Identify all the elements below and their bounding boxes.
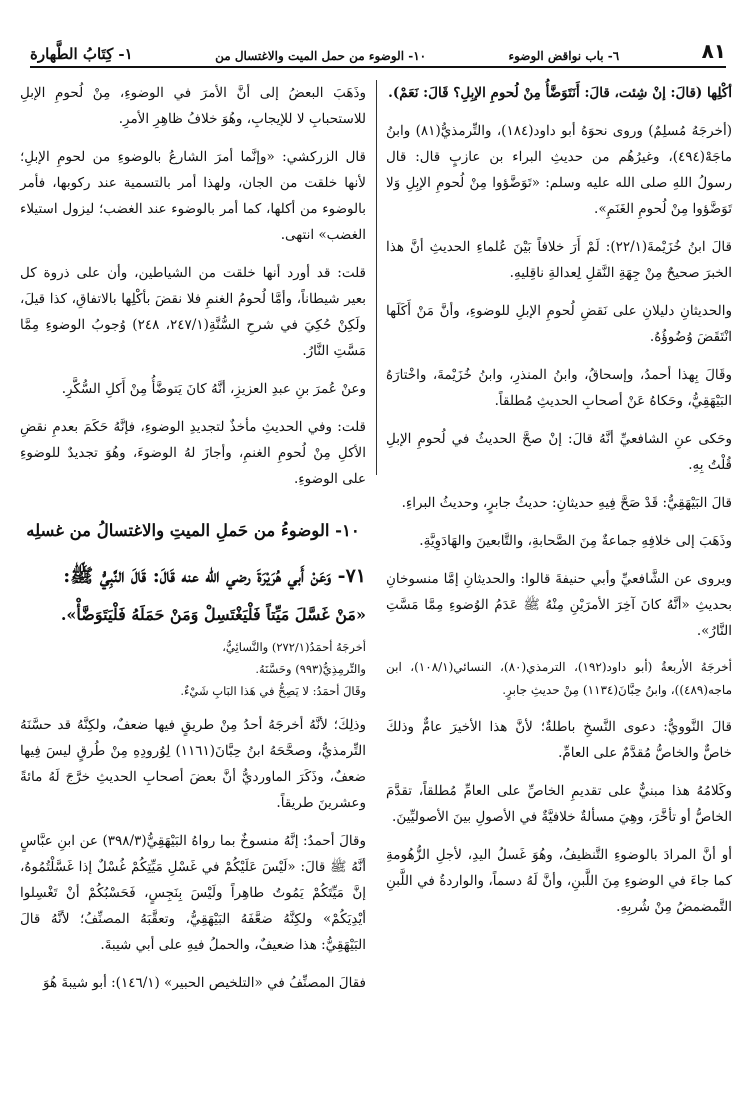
- header-section-title: ١٠- الوضوء من حمل الميت والاغتسال من: [215, 49, 427, 63]
- page-header: [30, 38, 726, 68]
- paragraph: وذلِكَ؛ لأنَّهُ أخرجَهُ أحدُ مِنْ طريقٍ فيها ضعفٌ، ولكِنَّهُ قد حسَّنَهُ التِّرمذيُّ، وصحَّحَهُ ابنُ حِبَّانَ(١١٦١) لِوُرودِهِ مِنْ طُرقٍ ليسَ فِيها ضعفٌ، وذَكَرَ الماورديُّ أنَّ بعضَ أصحابِ الحديثِ خرَّجَ لَهُ مائةً وعشرينَ طريقاً.: [20, 717, 366, 811]
- paragraph: وكَلامُهُ هذا مبنيٌّ على تقديمِ الخاصِّ على العامِّ مُطلقاً، تقدَّمَ الخاصُّ أو تأخَّرَ، وهِيَ مسألةٌ خلافيَّةٌ في الأصولِ بينَ الأصوليِّينَ.: [386, 783, 732, 825]
- paragraph: وحَكى عنِ الشافعيِّ أنَّهُ قالَ: إنْ صحَّ الحديثُ في لُحومِ الإبلِ قُلْتُ بِهِ.: [386, 431, 732, 473]
- paragraph: قالَ ابنُ خُزَيْمةَ(٢٢/١): لَمْ أَرَ خلافاً بَيْنَ عُلماءِ الحديثِ أنَّ هذا الخبرَ صحيحٌ مِنْ جِهَةِ النَّقلِ لِعدالةِ ناقِليهِ.: [386, 239, 732, 281]
- paragraph: وقالَ أحمدُ: إنَّهُ منسوخٌ بما رواهُ البَيْهَقِيُّ(٣٩٨/٣) عن ابنِ عبَّاسٍ أنَّهُ ﷺ قالَ: «لَيْسَ عَلَيْكُمْ في غَسْلِ مَيِّتِكُمْ غُسْلٌ إذا غَسَّلْتُمُوهُ، إنَّ مَيِّتَكُمْ يَمُوتُ طاهِراً ولَيْسَ بِنَجِسٍ، فَحَسْبُكُمْ أنْ تَغْسِلوا أيْدِيَكُمْ» ولكِنَّهُ ضعَّفَهُ البَيْهَقِيُّ، وتعقَّبَهُ المصنِّفُ؛ لأنَّهُ قالَ البَيْهَقِيُّ: هذا ضعيفٌ، والحملُ فيهِ على أبي شيبةَ.: [20, 833, 366, 953]
- section-title: ١٠- الوضوءُ من حَملِ الميتِ والاغتسالُ من غسلِه: [26, 521, 360, 540]
- paragraph: فقالَ المصنِّفُ في «التلخيص الحبير» (١٤٦/١): أبو شيبةَ هُوَ: [42, 975, 366, 991]
- paragraph: وعنْ عُمرَ بنِ عبدِ العزيزِ، أنَّهُ كانَ يَتوضَّأُ مِنْ أَكلِ السُّكَّرِ.: [61, 381, 366, 397]
- paragraph: ويروى عن الشَّافعيِّ وأبي حنيفةَ قالوا: والحديثانِ إمَّا منسوخانِ بحديثِ «أنَّهُ كانَ آخِرَ الأمرَيْنِ مِنْهُ ﷺ عَدَمُ الوُضوءِ مِمَّا مَسَّتِ النَّارُ».: [386, 571, 732, 639]
- paragraph: أخرجَهُ الأربعةُ (أبو داود(١٩٢)، الترمذي(٨٠)، النسائي(١٠٨/١)، ابن ماجه(٤٨٩))، وابنُ حِبَّانَ(١١٣٤) مِنْ حديثِ جابرٍ.: [386, 660, 732, 697]
- hadith-heading: ٧١- وَعَنْ أَبي هُرَيْرَةَ رضي الله عنه قَالَ: قَالَ النَّبِيُّ ﷺ:: [63, 565, 366, 587]
- header-book-title: ١- كِتَابُ الطَّهارة: [30, 45, 133, 63]
- paragraph: قلت: قد أورد أنها خلقت من الشياطين، وأن على ذروة كل بعير شيطاناً، وأمَّا لُحومُ الغنمِ فلا نقضَ بأكْلِها بالاتفاقِ، كذا قيلَ، ولَكِنْ حُكِيَ في شرحِ السُّنَّةِ(٢٤٧/١، ٢٤٨) وُجوبُ الوضوءِ مِمَّا مَسَّتِ النَّارُ.: [20, 265, 366, 359]
- paragraph: وذَهَبَ البعضُ إلى أنَّ الأمرَ في الوضوءِ، مِنْ لُحومِ الإبلِ للاستحبابِ لا للإيجابِ، وهُوَ خلافُ ظاهِرِ الأمرِ.: [20, 85, 366, 127]
- paragraph: قال الزركشي: «وإنَّما أمرَ الشارعُ بالوضوءِ من لحومِ الإبلِ؛ لأنها خلقت من الجان، ولهذا أمر بالتسمية عند ركوبها، فأمر بالوضوء من أكلها، كما أمر بالوضوء عند الغضب؛ ليزول استيلاء الغضب» انتهى.: [20, 149, 366, 243]
- paragraph: وقَالَ بِهذا أحمدُ، وإسحاقُ، وابنُ المنذرِ، وابنُ خُزَيْمةَ، واخْتارَهُ البَيْهَقِيُّ، وحَكاهُ عَنْ أصحابِ الحديثِ مُطلقاً.: [386, 367, 732, 409]
- takhrij-line: والتِّرمِذِيُّ(٩٩٣) وحَسَّنَهُ.: [255, 662, 366, 676]
- hadith-text: «مَنْ غَسَّلَ مَيِّتاً فَلْيَغْتَسِلْ وَمَنْ حَمَلَهُ فَلْيَتَوَضَّأْ».: [60, 605, 366, 624]
- paragraph: وذَهَبَ إلى خلافِهِ جماعةٌ مِنَ الصَّحابةِ، والتَّابعينَ والهَادَوِيَّةِ.: [419, 533, 732, 549]
- text-columns: [20, 80, 732, 1090]
- takhrij-line: وقَالَ أحمَدُ: لا يَصِحُّ في هَذا البَابِ شَيْءٌ.: [180, 684, 366, 698]
- left-column: [20, 80, 366, 1090]
- header-chapter-title: ٦- باب نواقض الوضوء: [508, 49, 620, 63]
- paragraph: والحديثانِ دليلانِ على نَقضِ لُحومِ الإبلِ للوضوءِ، وأنَّ مَنْ أَكَلَها انْتَقَضَ وُضُوؤُهُ.: [386, 303, 732, 345]
- paragraph: قالَ البَيْهَقِيُّ: قَدْ صَحَّ فِيهِ حديثانِ: حديثُ جابرٍ، وحديثُ البراءِ.: [401, 495, 732, 511]
- takhrij-line: أخرجَهُ أحمَدُ(٢٧٢/١) والنَّسائِيُّ،: [222, 640, 366, 654]
- paragraph: أكْلِها (قالَ: إنْ شِئت، قالَ: أَنَتَوَضَّأُ مِنْ لُحومِ الإبِلِ؟ قَالَ: نَعَمْ).: [388, 85, 732, 101]
- right-column: [386, 80, 732, 1090]
- paragraph: أو أنَّ المرادَ بالوضوءِ التَّنظيفُ، وهُوَ غَسلُ اليدِ، لأجلِ الزُّهُومةِ كما جاءَ في الوضوءِ مِنَ اللَّبنِ، وأنَّ لَهُ دسماً، والواردةُ في اللَّبنِ التَّمضمضُ مِنْ شُربِهِ.: [386, 847, 732, 915]
- page-number: ٨١: [701, 39, 726, 63]
- paragraph: قلت: وفي الحديثِ مأخذٌ لتجديدِ الوضوءِ، فإنَّهُ حَكَمَ بعدمِ نقضِ الأكلِ مِنْ لُحومِ الغنمِ، وأجازَ لهُ الوضوءَ، وهُوَ تجديدٌ للوضوءِ على الوضوءِ.: [20, 419, 366, 487]
- paragraph: قالَ النَّوويُّ: دعوى النَّسخِ باطلةٌ؛ لأنَّ هذا الأخيرَ عامٌّ وذلكَ خاصٌّ والخاصُّ مُقدَّمٌ على العامِّ.: [386, 719, 732, 761]
- paragraph: (أخرجَهُ مُسلِمٌ) وروى نحوَهُ أبو داود(١٨٤)، والتِّرمذيُّ(٨١) وابنُ ماجَهْ(٤٩٤)، وغيرُهُم من حديثِ البراء بن عازبٍ قال: قال رسولُ اللهِ صلى الله عليه وسلم: «تَوَضَّؤوا مِنْ لُحومِ الإبِلِ وَلا تَوَضَّؤوا مِنْ لُحومِ الغَنَمِ».: [386, 123, 732, 217]
- column-divider: [376, 80, 377, 475]
